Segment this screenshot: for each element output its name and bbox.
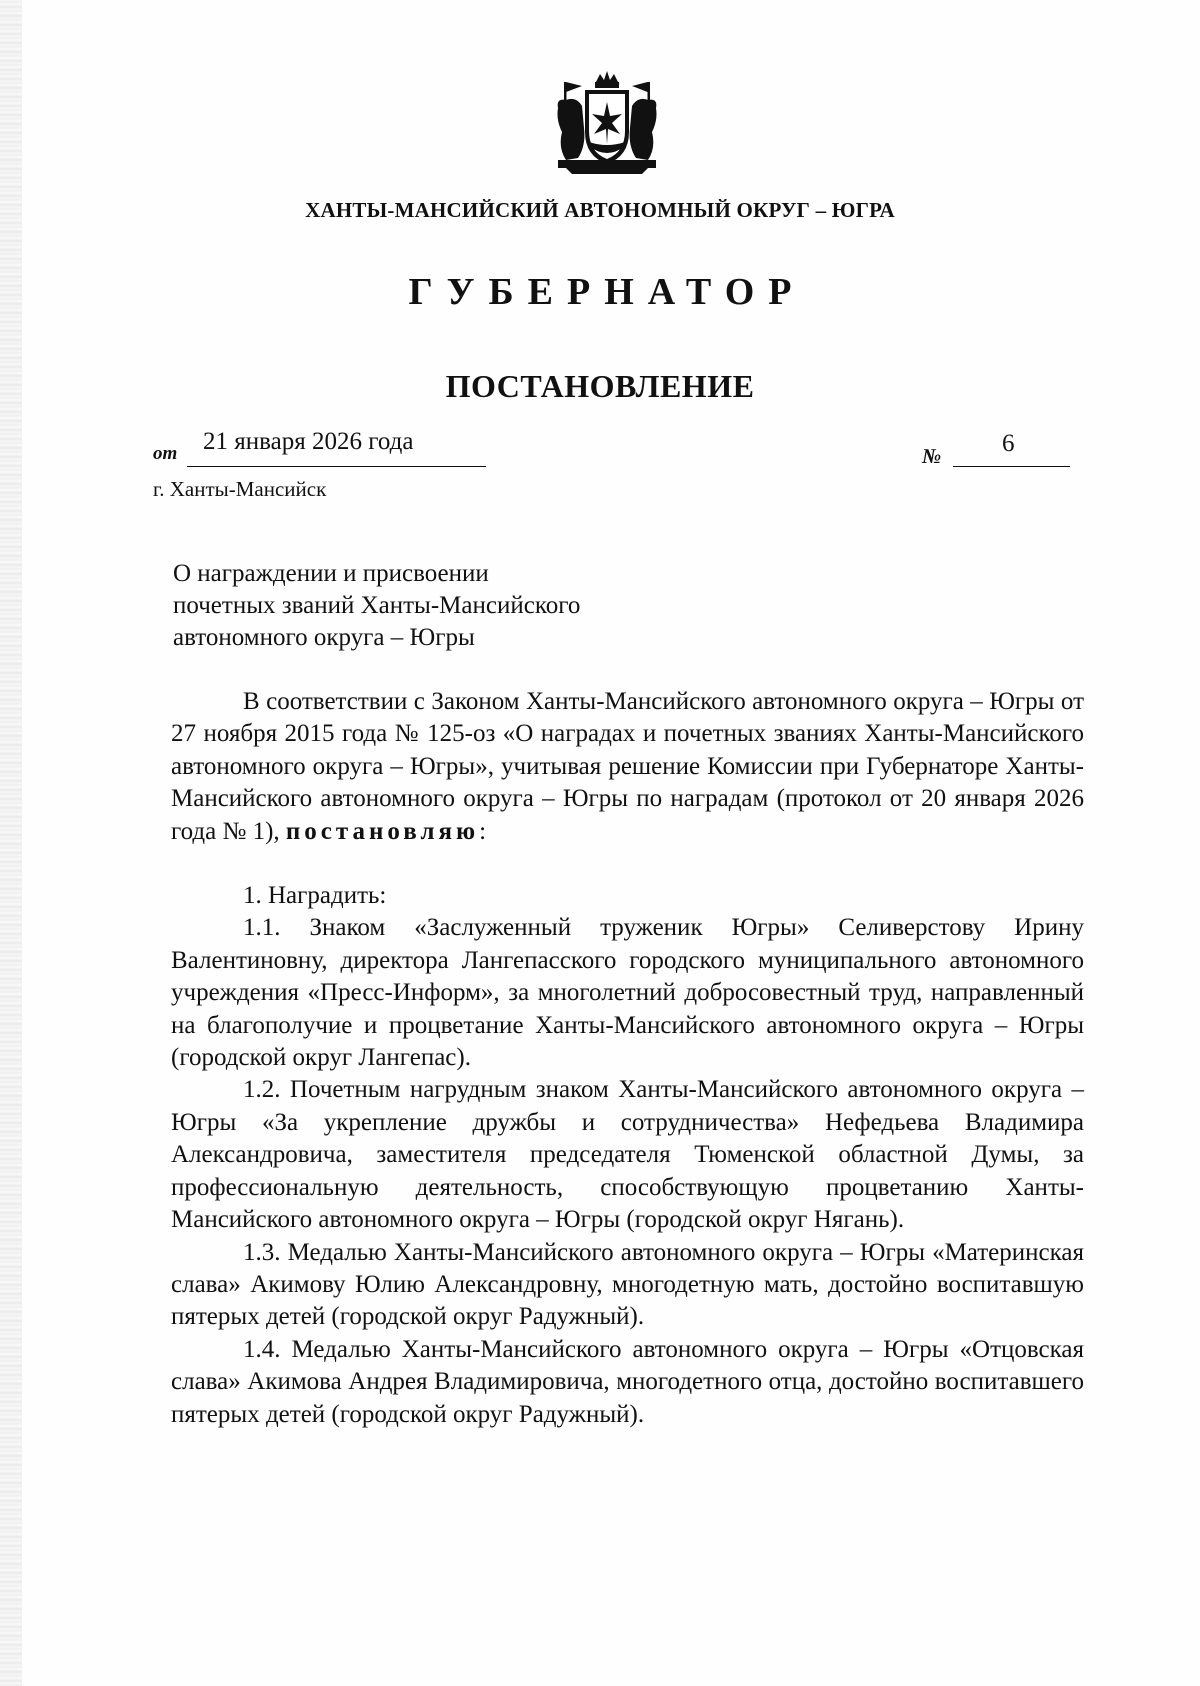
award-item: 1.2. Почетным нагрудным знаком Ханты-Мансийского автономного округа – Югры «За укрепление дружбы и сотрудничества» Нефедьева Владимира Александровича, заместителя председателя Тюменской областной Думы, за профессиональную деятельность, способствующую процветанию Ханты-Мансийского автономного округа – Югры (городской округ Нягань).: [171, 1076, 1084, 1234]
date-prefix: от: [153, 443, 178, 464]
item-heading: 1. Наградить:: [243, 882, 387, 910]
preamble-paragraph: [171, 686, 1084, 848]
subject-line: почетных званий Ханты-Мансийского: [173, 592, 581, 619]
number-prefix: №: [922, 444, 942, 468]
governor-title: ГУБЕРНАТОР: [408, 271, 806, 313]
award-item: 1.3. Медалью Ханты-Мансийского автономного округа – Югры «Материнская слава» Акимову Юлию Александровну, многодетную мать, достойно воспитавшую пятерых детей (городской округ Радужный).: [171, 1238, 1084, 1331]
subject-line: О награждении и присвоении: [173, 560, 489, 587]
date-underline: [187, 466, 486, 467]
subject-line: автономного округа – Югры: [173, 624, 475, 651]
award-item: 1.1. Знаком «Заслуженный труженик Югры» Селиверстову Ирину Валентиновну, директора Лангепасского городского муниципального автономного учреждения «Пресс-Информ», за многолетний добросовестный труд, направленный на благополучие и процветание Ханты-Мансийского автономного округа – Югры (городской округ Лангепас).: [171, 914, 1084, 1072]
document-number: 6: [1002, 430, 1015, 457]
scan-edge: [0, 0, 22, 1686]
document-type: ПОСТАНОВЛЕНИЕ: [445, 368, 755, 404]
document-city: г. Ханты-Мансийск: [153, 477, 327, 501]
paragraph-gap: [171, 848, 1084, 880]
preamble-text: В соответствии с Законом Ханты-Мансийского автономного округа – Югры от 27 ноября 2015 года № 125-оз «О наградах и почетных званиях Ханты-Мансийского автономного округа – Югры», учитывая решение Комиссии при Губернаторе Ханты-Мансийского автономного округа – Югры по наградам (протокол от 20 января 2026 года № 1),: [171, 688, 1084, 845]
document-subject: [173, 558, 580, 654]
award-item: 1.4. Медалью Ханты-Мансийского автономного округа – Югры «Отцовская слава» Акимова Андрея Владимировича, многодетного отца, достойно воспитавшего пятерых детей (городской округ Радужный).: [171, 1335, 1084, 1428]
document-body: [171, 686, 1084, 1431]
document-date: 21 января 2026 года: [203, 428, 414, 455]
coat-of-arms-icon: [552, 68, 662, 178]
resolve-colon: :: [479, 817, 487, 845]
number-underline: [953, 466, 1070, 467]
resolve-word: постановляю: [285, 817, 480, 845]
region-name: ХАНТЫ-МАНСИЙСКИЙ АВТОНОМНЫЙ ОКРУГ – ЮГРА: [305, 198, 895, 222]
